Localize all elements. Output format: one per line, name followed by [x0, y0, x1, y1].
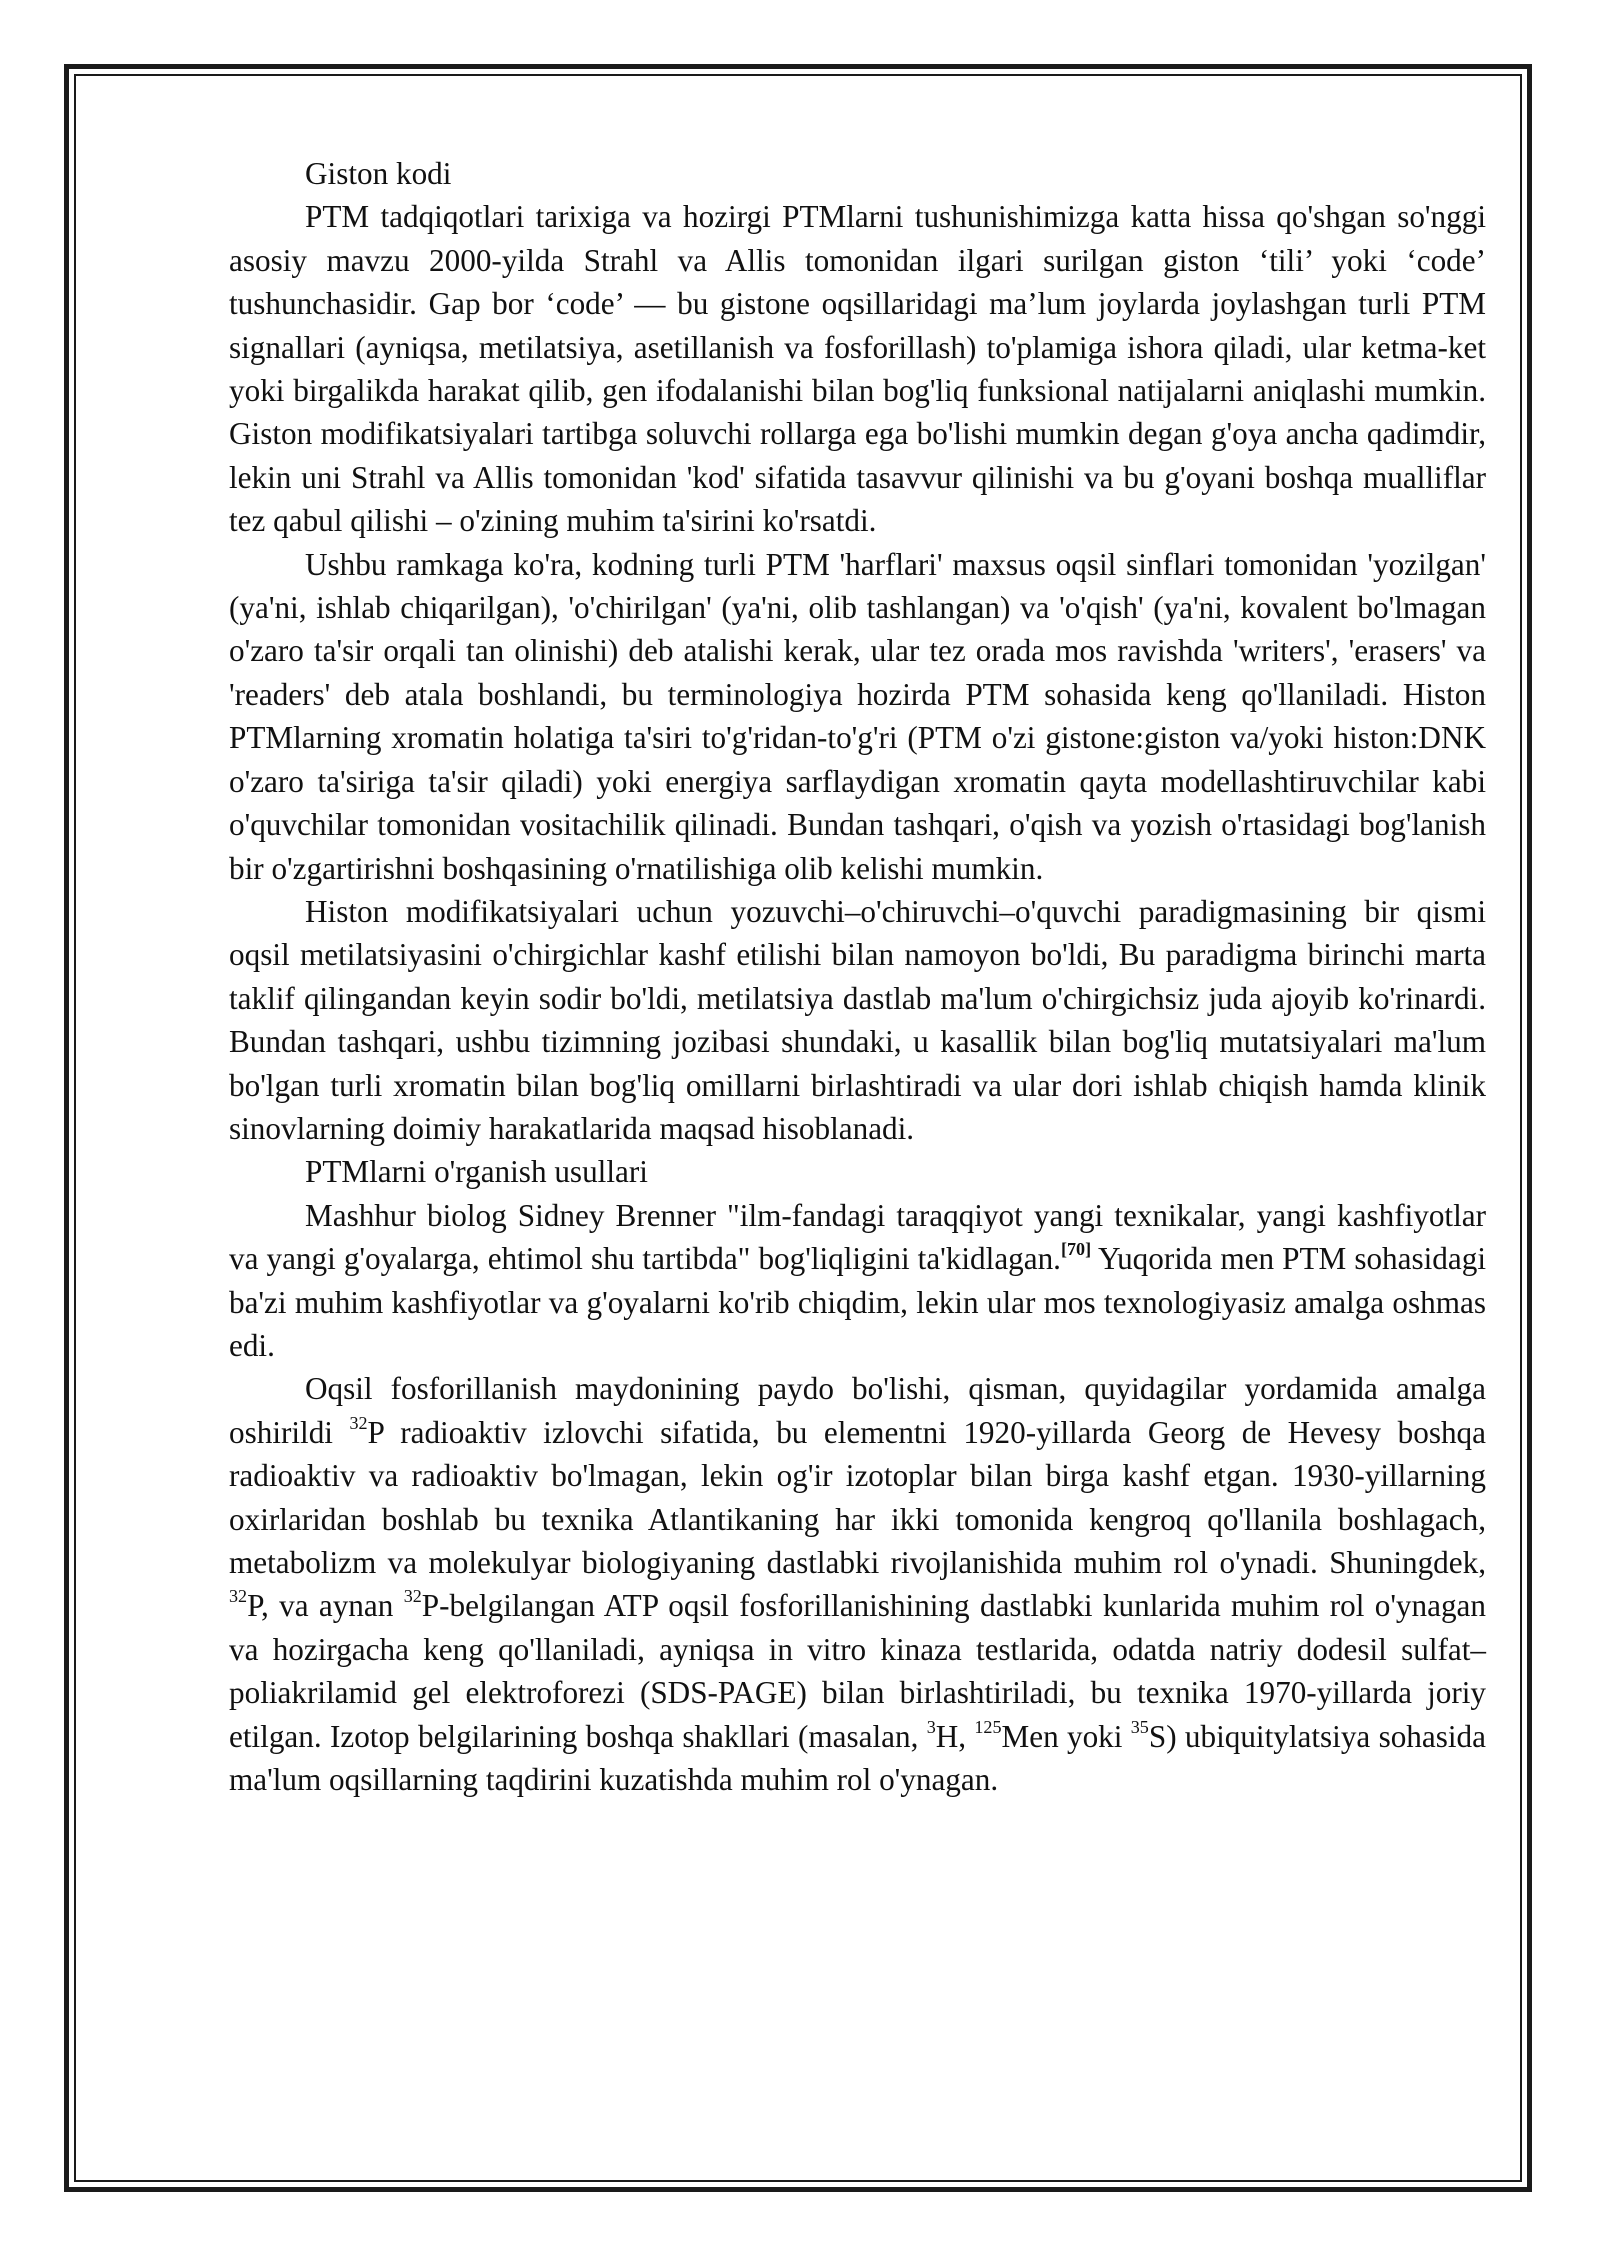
paragraph-5-text-b: P radioaktiv izlovchi sifatida, bu elementni 1920-yillarda Georg de Hevesy boshqa radioaktiv va radioaktiv bo'lmagan, lekin og'ir izotoplar bilan birga kashf etgan. 1930-yillarning oxirlaridan boshlab bu texnika Atlantikaning har ikki tomonida kengroq qo'llanila boshlagach, metabolizm va molekulyar biologiyaning dastlabki rivojlanishida muhim rol o'ynadi. Shuningdek, [229, 1414, 1486, 1580]
paragraph-5-text-e: H, [935, 1718, 975, 1754]
paragraph-2: Ushbu ramkaga ko'ra, kodning turli PTM 'harflari' maxsus oqsil sinflari tomonidan 'yozilgan' (ya'ni, ishlab chiqarilgan), 'o'chirilgan' (ya'ni, olib tashlangan) va 'o'qish' (ya'ni, kovalent bo'lmagan o'zaro ta'sir orqali tan olinishi) deb atalishi kerak, ular tez orada mos ravishda 'writers', 'erasers' va 'readers' deb atala boshlandi, bu terminologiya hozirda PTM sohasida keng qo'llaniladi. Histon PTMlarning xromatin holatiga ta'siri to'g'ridan-to'g'ri (PTM o'zi gistone:giston va/yoki histon:DNK o'zaro ta'siriga ta'sir qiladi) yoki energiya sarflaydigan xromatin qayta modellashtiruvchilar kabi o'quvchilar tomonidan vositachilik qilinadi. Bundan tashqari, o'qish va yozish o'rtasidagi bog'lanish bir o'zgartirishni boshqasining o'rnatilishiga olib kelishi mumkin. [229, 546, 1486, 886]
isotope-mass-32-third: 32 [403, 1586, 422, 1607]
isotope-mass-32-first: 32 [349, 1412, 368, 1433]
document-body [229, 152, 1486, 1801]
paragraph-5 [229, 1367, 1486, 1801]
isotope-mass-125: 125 [974, 1716, 1002, 1737]
paragraph-4-text-a: Mashhur biolog Sidney Brenner "ilm-fandagi taraqqiyot yangi texnikalar, yangi kashfiyotlar va yangi g'oyalarga, ehtimol shu tartibda" bog'liqligini ta'kidlagan. [229, 1197, 1486, 1277]
paragraph-5-text-c: P, va aynan [247, 1588, 404, 1624]
paragraph-4 [229, 1194, 1486, 1368]
paragraph-4-text-b: Yuqorida men PTM sohasidagi ba'zi muhim kashfiyotlar va g'oyalarni ko'rib chiqdim, lekin ular mos texnologiyasiz amalga oshmas edi. [229, 1241, 1486, 1363]
paragraph-1: PTM tadqiqotlari tarixiga va hozirgi PTMlarni tushunishimizga katta hissa qo'shgan so'nggi asosiy mavzu 2000-yilda Strahl va Allis tomonidan ilgari surilgan giston ‘tili’ yoki ‘code’ tushunchasidir. Gap bor ‘code’ — bu gistone oqsillaridagi ma’lum joylarda joylashgan turli PTM signallari (ayniqsa, metilatsiya, asetillanish va fosforillash) to'plamiga ishora qiladi, ular ketma-ket yoki birgalikda harakat qilib, gen ifodalanishi bilan bog'liq funksional natijalarni aniqlashi mumkin. Giston modifikatsiyalari tartibga soluvchi rollarga ega bo'lishi mumkin degan g'oya ancha qadimdir, lekin uni Strahl va Allis tomonidan 'kod' sifatida tasavvur qilinishi va bu g'oyani boshqa mualliflar tez qabul qilishi – o'zining muhim ta'sirini ko'rsatdi. [229, 199, 1486, 539]
paragraph-5-text-d: P-belgilangan ATP oqsil fosforillanishining dastlabki kunlarida muhim rol o'ynagan va hozirgacha keng qo'llaniladi, ayniqsa in vitro kinaza testlarida, odatda natriy dodesil sulfat–poliakrilamid gel elektroforezi (SDS-PAGE) bilan birlashtiriladi, bu texnika 1970-yillarda joriy etilgan. Izotop belgilarining boshqa shakllari (masalan, [229, 1588, 1486, 1754]
citation-70: [70] [1060, 1239, 1092, 1260]
paragraph-5-text-a: Oqsil fosforillanish maydonining paydo bo'lishi, qisman, quyidagilar yordamida amalga oshirildi [229, 1371, 1486, 1450]
paragraph-5-text-g: S) ubiquitylatsiya sohasida ma'lum oqsillarning taqdirini kuzatishda muhim rol o'ynagan. [229, 1718, 1486, 1798]
paragraph-5-text-f: Men yoki [1001, 1718, 1131, 1754]
isotope-mass-3: 3 [926, 1716, 936, 1737]
paragraph-3: Histon modifikatsiyalari uchun yozuvchi–o'chiruvchi–o'quvchi paradigmasining bir qismi oqsil metilatsiyasini o'chirgichlar kashf etilishi bilan namoyon bo'ldi, Bu paradigma birinchi marta taklif qilingandan keyin sodir bo'ldi, metilatsiya dastlab ma'lum o'chirgichsiz juda ajoyib ko'rinardi. Bundan tashqari, ushbu tizimning jozibasi shundaki, u kasallik bilan bog'liq mutatsiyalari ma'lum bo'lgan turli xromatin bilan bog'liq omillarni birlashtiradi va ular dori ishlab chiqish hamda klinik sinovlarning doimiy harakatlarida maqsad hisoblanadi. [229, 893, 1486, 1146]
isotope-mass-35: 35 [1130, 1716, 1149, 1737]
section-heading-ptm-methods: PTMlarni o'rganish usullari [305, 1154, 648, 1190]
isotope-mass-32-second: 32 [229, 1586, 248, 1607]
section-heading-giston-kodi: Giston kodi [305, 156, 452, 191]
